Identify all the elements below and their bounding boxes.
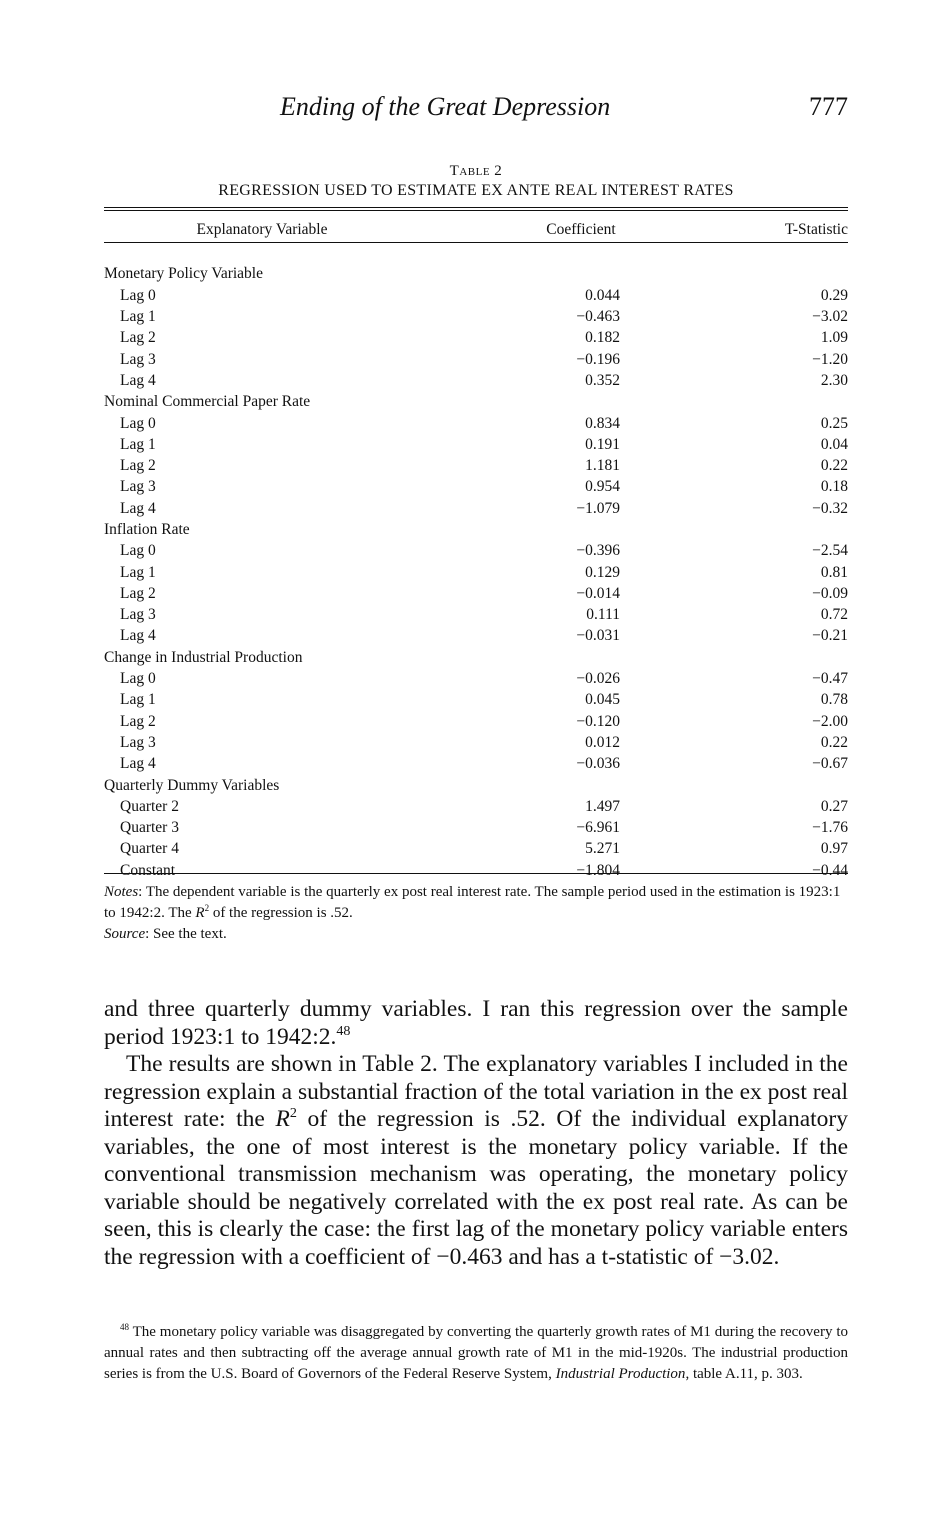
table-row: [104, 838, 848, 859]
coefficient-cell: −0.031: [576, 627, 620, 645]
table-row: [104, 796, 848, 817]
group-name: Quarterly Dummy Variables: [104, 776, 280, 794]
row-label: Lag 4: [120, 755, 156, 773]
running-title: Ending of the Great Depression: [280, 92, 611, 121]
t-statistic-cell: −1.20: [812, 350, 848, 368]
notes-r: R: [195, 905, 205, 921]
paragraph-text: The results are shown in Table 2. The explanatory variables I included in the regression explain a substantial fraction of the total variation in the ex post real interest rate: the: [104, 1051, 848, 1132]
coefficient-cell: 0.182: [585, 329, 620, 347]
row-label: Lag 2: [120, 712, 156, 730]
coefficient-cell: −0.120: [576, 712, 620, 730]
body-text: [104, 996, 848, 1271]
t-statistic-cell: −3.02: [812, 308, 848, 326]
coefficient-cell: 5.271: [585, 840, 620, 858]
table-row: [104, 583, 848, 604]
notes-text: : The dependent variable is the quarterly ex post real interest rate. The sample period used in the estimation is 1923:1 to 1942:2. The: [104, 884, 841, 921]
row-label: Constant: [120, 861, 176, 879]
table-row: [104, 625, 848, 646]
table-row: [104, 370, 848, 391]
table-row: [104, 753, 848, 774]
row-label: Lag 0: [120, 670, 156, 688]
coefficient-cell: −0.014: [576, 584, 620, 602]
coefficient-cell: −0.463: [576, 308, 620, 326]
table-row: [104, 817, 848, 838]
row-label: Lag 4: [120, 371, 156, 389]
row-label: Lag 3: [120, 350, 156, 368]
row-label: Lag 1: [120, 563, 156, 581]
table-row: [104, 348, 848, 369]
coefficient-cell: 0.044: [585, 286, 620, 304]
group-header-row: [104, 391, 848, 412]
row-label: Lag 2: [120, 584, 156, 602]
group-header-row: [104, 519, 848, 540]
source-text: : See the text.: [145, 926, 227, 942]
column-header: Explanatory Variable: [196, 221, 328, 238]
page-header: [104, 92, 848, 128]
column-header: Coefficient: [546, 221, 616, 238]
t-statistic-cell: 0.78: [820, 691, 848, 709]
notes-label: Notes: [104, 884, 139, 900]
row-label: Lag 2: [120, 329, 156, 347]
table-row: [104, 306, 848, 327]
paragraph: [104, 996, 848, 1051]
row-label: Lag 0: [120, 286, 156, 304]
footnote-ref: 48: [336, 1022, 351, 1039]
source-label: Source: [104, 926, 146, 942]
row-label: Lag 0: [120, 414, 156, 432]
table-title: REGRESSION USED TO ESTIMATE EX ANTE REAL INTEREST RATES: [218, 182, 734, 199]
t-statistic-cell: 0.29: [820, 286, 848, 304]
row-label: Lag 3: [120, 606, 156, 624]
t-statistic-cell: −0.44: [812, 861, 848, 879]
table-notes: [104, 882, 848, 945]
coefficient-cell: −0.026: [576, 670, 620, 688]
group-name: Monetary Policy Variable: [104, 265, 263, 283]
table-row: [104, 604, 848, 625]
table-top-rule: [104, 207, 848, 211]
table-row: [104, 561, 848, 582]
table-row: [104, 732, 848, 753]
t-statistic-cell: −2.54: [812, 542, 848, 560]
t-statistic-cell: 0.22: [820, 457, 848, 475]
t-statistic-cell: −2.00: [812, 712, 848, 730]
coefficient-cell: −6.961: [576, 819, 620, 837]
table-header-row: [104, 218, 848, 242]
row-label: Quarter 3: [120, 819, 179, 837]
footnote: [104, 1322, 848, 1385]
group-name: Nominal Commercial Paper Rate: [104, 393, 311, 411]
row-label: Quarter 4: [120, 840, 179, 858]
paragraph-text: of the regression is .52. Of the individual explanatory variables, the one of most interest is the monetary policy variable. If the conventional transmission mechanism was operating, the monetary policy variable should be negatively correlated with the ex post real rate. As can be seen, this is clearly the case: the first lag of the monetary policy variable enters the regression with a coefficient of −0.463 and has a t-statistic of −3.02.: [104, 1106, 848, 1270]
table-row: [104, 860, 848, 881]
t-statistic-cell: 0.72: [820, 606, 848, 624]
notes-text-end: of the regression is .52.: [209, 905, 353, 921]
table-row: [104, 285, 848, 306]
footnote-text-end: , table A.11, p. 303.: [685, 1366, 803, 1382]
t-statistic-cell: 0.97: [820, 840, 848, 858]
notes-r-sup: 2: [204, 903, 210, 913]
footnote-source-title: Industrial Production: [555, 1366, 686, 1382]
t-statistic-cell: 0.25: [820, 414, 848, 432]
table-row: [104, 327, 848, 348]
table-row: [104, 540, 848, 561]
row-label: Quarter 2: [120, 797, 179, 815]
group-header-row: [104, 774, 848, 795]
table-row: [104, 668, 848, 689]
coefficient-cell: 0.129: [585, 563, 620, 581]
table-row: [104, 455, 848, 476]
coefficient-cell: 0.352: [585, 371, 620, 389]
group-name: Inflation Rate: [104, 521, 190, 538]
t-statistic-cell: 0.27: [820, 797, 848, 815]
coefficient-cell: −1.804: [576, 861, 620, 879]
table-body: [104, 263, 848, 881]
t-statistic-cell: 0.18: [820, 478, 848, 496]
table-row: [104, 498, 848, 519]
row-label: Lag 1: [120, 691, 156, 709]
table-row: [104, 711, 848, 732]
coefficient-cell: −1.079: [576, 499, 620, 517]
group-header-row: [104, 263, 848, 284]
r-symbol: R: [275, 1106, 290, 1132]
r-sup: 2: [289, 1105, 297, 1122]
regression-table: [104, 218, 848, 881]
row-label: Lag 3: [120, 733, 156, 751]
coefficient-cell: 0.012: [585, 733, 620, 751]
table-row: [104, 689, 848, 710]
footnote-text: The monetary policy variable was disaggregated by converting the quarterly growth rates of M1 during the recovery to annual rates and then subtracting off the average annual growth rate of M1 in the mid-1920s. The industrial production series is from the U.S. Board of Governors of the Federal Reserve System,: [104, 1324, 848, 1382]
t-statistic-cell: 2.30: [820, 371, 848, 389]
coefficient-cell: 0.954: [585, 478, 620, 496]
table-row: [104, 476, 848, 497]
group-header-row: [104, 647, 848, 668]
t-statistic-cell: 1.09: [820, 329, 848, 347]
group-name: Change in Industrial Production: [104, 648, 303, 666]
page-number: 777: [809, 92, 848, 121]
row-label: Lag 4: [120, 499, 156, 517]
t-statistic-cell: 0.22: [820, 733, 848, 751]
t-statistic-cell: −0.32: [812, 499, 848, 517]
table-row: [104, 434, 848, 455]
coefficient-cell: 1.497: [585, 797, 620, 815]
row-label: Lag 2: [120, 457, 156, 475]
table-row: [104, 412, 848, 433]
row-label: Lag 1: [120, 435, 156, 453]
paragraph: [104, 1051, 848, 1271]
coefficient-cell: 0.045: [585, 691, 620, 709]
paragraph-text: and three quarterly dummy variables. I ran this regression over the sample period 1923:1 to 1942:2.: [104, 996, 848, 1050]
column-header: T-Statistic: [784, 221, 848, 238]
coefficient-cell: 0.191: [585, 435, 620, 453]
footnote-number: 48: [120, 1322, 129, 1332]
row-label: Lag 4: [120, 627, 156, 645]
row-label: Lag 0: [120, 542, 156, 560]
row-label: Lag 1: [120, 308, 156, 326]
row-label: Lag 3: [120, 478, 156, 496]
coefficient-cell: −0.036: [576, 755, 620, 773]
t-statistic-cell: −0.67: [812, 755, 848, 773]
t-statistic-cell: 0.04: [820, 435, 848, 453]
coefficient-cell: −0.396: [576, 542, 620, 560]
t-statistic-cell: −1.76: [812, 819, 848, 837]
coefficient-cell: 1.181: [585, 457, 620, 475]
t-statistic-cell: 0.81: [820, 563, 848, 581]
coefficient-cell: −0.196: [576, 350, 620, 368]
t-statistic-cell: −0.47: [812, 670, 848, 688]
t-statistic-cell: −0.09: [812, 584, 848, 602]
coefficient-cell: 0.834: [585, 414, 620, 432]
t-statistic-cell: −0.21: [812, 627, 848, 645]
table-label: Table 2: [449, 163, 503, 179]
coefficient-cell: 0.111: [586, 606, 620, 624]
